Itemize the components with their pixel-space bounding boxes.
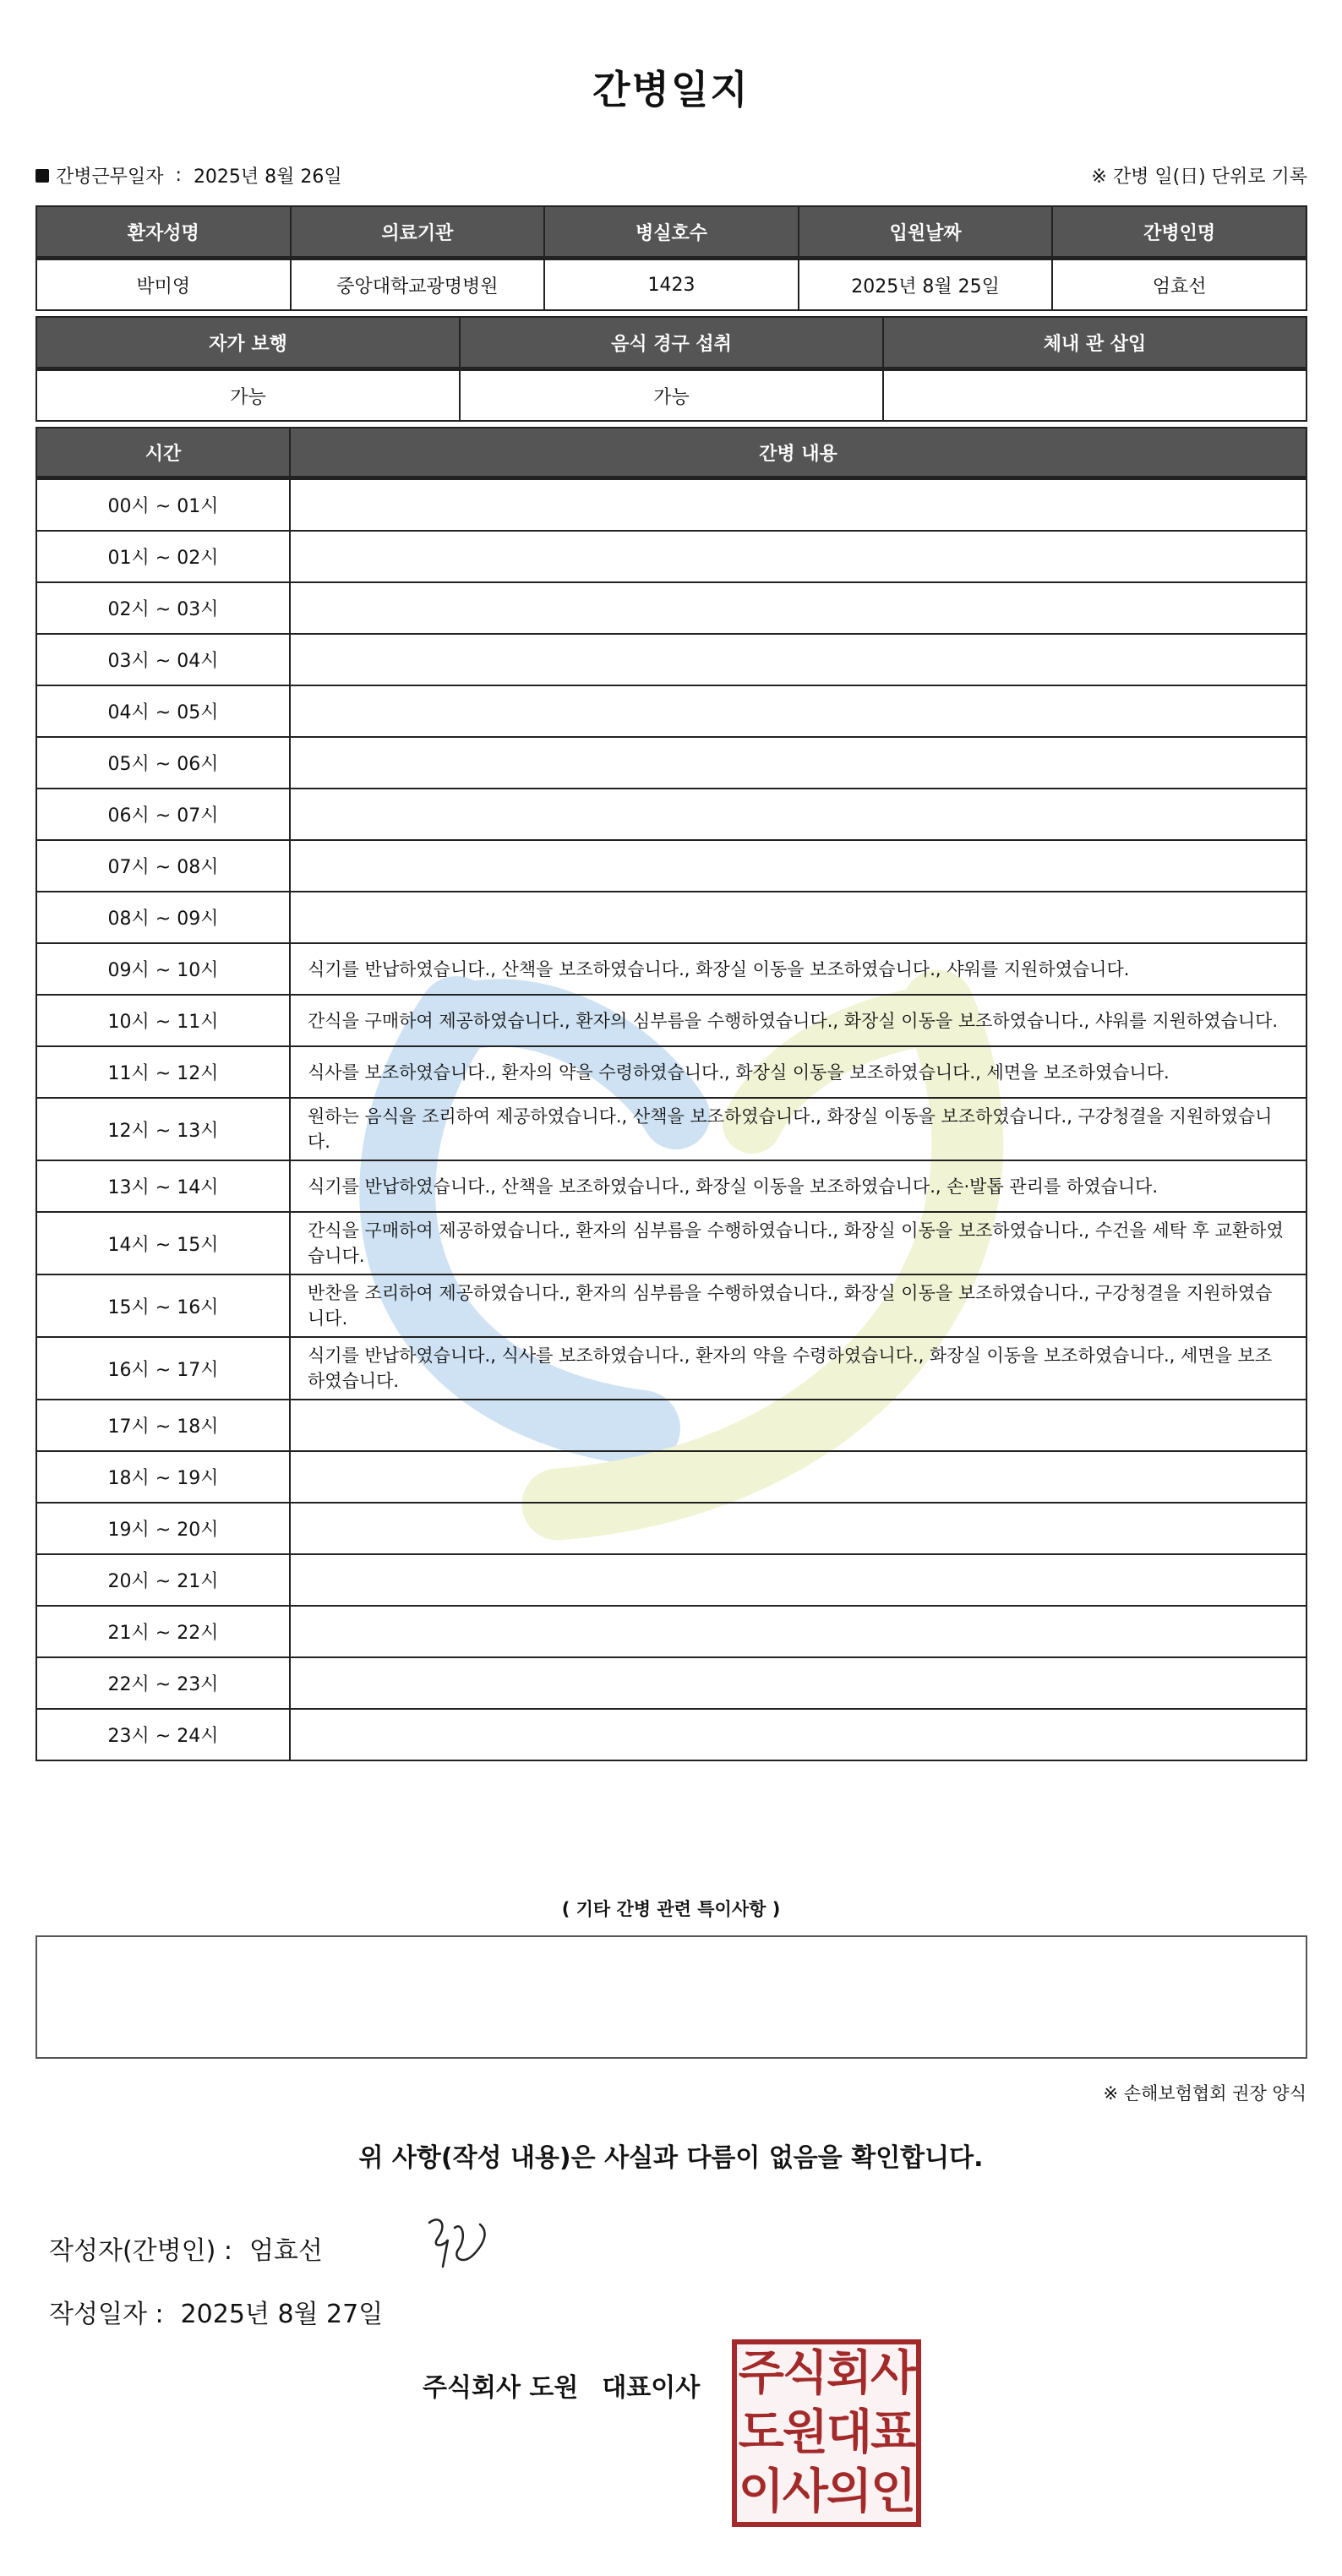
content-cell: 식사를 보조하였습니다., 환자의 약을 수령하였습니다., 화장실 이동을 보조하였습니다., 세면을 보조하였습니다. xyxy=(290,1046,1307,1098)
content-cell xyxy=(290,531,1307,582)
time-cell: 05시 ~ 06시 xyxy=(36,737,290,789)
time-cell: 00시 ~ 01시 xyxy=(36,478,290,532)
table-row xyxy=(36,1709,1307,1760)
content-cell xyxy=(290,840,1307,892)
content-cell: 식기를 반납하였습니다., 산책을 보조하였습니다., 화장실 이동을 보조하였습니다., 손·발톱 관리를 하였습니다. xyxy=(290,1160,1307,1212)
table-row xyxy=(36,892,1307,943)
header-oral-intake: 음식 경구 섭취 xyxy=(460,317,883,369)
write-date-line xyxy=(49,2293,383,2330)
work-date-separator: : xyxy=(175,165,182,186)
content-cell xyxy=(290,789,1307,840)
content-cell xyxy=(290,478,1307,532)
notes-title: ( 기타 간병 관련 특이사항 ) xyxy=(561,1899,781,1919)
time-cell: 23시 ~ 24시 xyxy=(36,1709,290,1760)
content-cell xyxy=(290,1400,1307,1451)
table-row xyxy=(36,1046,1307,1098)
bullet-square-icon xyxy=(35,169,49,183)
table-row xyxy=(36,943,1307,995)
content-cell xyxy=(290,1451,1307,1503)
time-cell: 18시 ~ 19시 xyxy=(36,1451,290,1503)
content-cell xyxy=(290,737,1307,789)
care-log-table xyxy=(35,427,1307,1761)
time-cell: 06시 ~ 07시 xyxy=(36,789,290,840)
patient-status-value-row xyxy=(36,369,1307,422)
company-role: 대표이사 xyxy=(602,2373,701,2403)
seal-line: 이사의인 xyxy=(738,2464,915,2519)
table-row xyxy=(36,737,1307,789)
time-cell: 12시 ~ 13시 xyxy=(36,1098,290,1160)
time-cell: 10시 ~ 11시 xyxy=(36,995,290,1046)
content-cell: 원하는 음식을 조리하여 제공하였습니다., 산책을 보조하였습니다., 화장실 이동을 보조하였습니다., 구강청결을 지원하였습니다. xyxy=(290,1098,1307,1160)
time-cell: 22시 ~ 23시 xyxy=(36,1657,290,1709)
header-caregiver-name: 간병인명 xyxy=(1052,206,1307,259)
header-care-content: 간병 내용 xyxy=(290,428,1307,478)
writer-line xyxy=(49,2229,323,2267)
patient-status-table xyxy=(35,316,1307,422)
time-cell: 13시 ~ 14시 xyxy=(36,1160,290,1212)
table-row xyxy=(36,1098,1307,1160)
seal-line: 주식회사 xyxy=(738,2346,915,2401)
care-log-header-row xyxy=(36,428,1307,478)
writer-name: 엄효선 xyxy=(248,2236,323,2266)
seal-line: 도원대표 xyxy=(738,2405,915,2460)
write-date-label: 작성일자 : xyxy=(49,2300,164,2329)
content-cell xyxy=(290,582,1307,634)
hospital-value: 중앙대학교광명병원 xyxy=(291,259,545,311)
time-cell: 19시 ~ 20시 xyxy=(36,1503,290,1554)
patient-status-header-row xyxy=(36,317,1307,369)
table-row xyxy=(36,1160,1307,1212)
header-self-walking: 자가 보행 xyxy=(36,317,460,369)
header-hospital: 의료기관 xyxy=(291,206,545,259)
table-row xyxy=(36,1503,1307,1554)
header-tube-insertion: 체내 관 삽입 xyxy=(883,317,1307,369)
table-row xyxy=(36,634,1307,685)
table-row xyxy=(36,995,1307,1046)
work-date-value: 2025년 8월 26일 xyxy=(193,166,342,188)
page-title: 간병일지 xyxy=(592,67,750,112)
table-row xyxy=(36,1606,1307,1657)
content-cell xyxy=(290,1503,1307,1554)
time-cell: 01시 ~ 02시 xyxy=(36,531,290,582)
table-row xyxy=(36,789,1307,840)
content-cell xyxy=(290,1554,1307,1606)
time-cell: 08시 ~ 09시 xyxy=(36,892,290,943)
content-cell: 식기를 반납하였습니다., 산책을 보조하였습니다., 화장실 이동을 보조하였습니다., 샤워를 지원하였습니다. xyxy=(290,943,1307,995)
header-room-number: 병실호수 xyxy=(544,206,799,259)
notes-box xyxy=(35,1935,1307,2059)
header-time: 시간 xyxy=(36,428,290,478)
content-cell xyxy=(290,1657,1307,1709)
admission-date-value: 2025년 8월 25일 xyxy=(799,259,1053,311)
table-row xyxy=(36,685,1307,737)
time-cell: 11시 ~ 12시 xyxy=(36,1046,290,1098)
seal-text xyxy=(737,2344,916,2522)
time-cell: 09시 ~ 10시 xyxy=(36,943,290,995)
table-row xyxy=(36,1337,1307,1400)
table-row xyxy=(36,1451,1307,1503)
work-date xyxy=(35,162,342,188)
write-date-value: 2025년 8월 27일 xyxy=(180,2300,384,2329)
time-cell: 15시 ~ 16시 xyxy=(36,1274,290,1337)
signature-icon xyxy=(414,2206,507,2282)
table-row xyxy=(36,1274,1307,1337)
table-row xyxy=(36,1657,1307,1709)
patient-info-table xyxy=(35,205,1307,311)
writer-label: 작성자(간병인) : xyxy=(49,2236,232,2266)
table-row xyxy=(36,531,1307,582)
table-row xyxy=(36,840,1307,892)
content-cell xyxy=(290,1606,1307,1657)
company-line xyxy=(423,2366,700,2404)
header-admission-date: 입원날짜 xyxy=(799,206,1053,259)
time-cell: 20시 ~ 21시 xyxy=(36,1554,290,1606)
content-cell xyxy=(290,892,1307,943)
table-row xyxy=(36,478,1307,532)
patient-info-value-row xyxy=(36,259,1307,311)
time-cell: 04시 ~ 05시 xyxy=(36,685,290,737)
recommend-note: ※ 손해보험협회 권장 양식 xyxy=(1103,2083,1307,2104)
table-row xyxy=(36,582,1307,634)
content-cell xyxy=(290,1709,1307,1760)
header-patient-name: 환자성명 xyxy=(36,206,291,259)
time-cell: 14시 ~ 15시 xyxy=(36,1212,290,1274)
patient-info-header-row xyxy=(36,206,1307,259)
confirm-statement: 위 사항(작성 내용)은 사실과 다름이 없음을 확인합니다. xyxy=(358,2143,984,2173)
company-name: 주식회사 도원 xyxy=(423,2373,579,2403)
work-date-label: 간병근무일자 xyxy=(56,166,164,188)
table-row xyxy=(36,1212,1307,1274)
company-seal-icon xyxy=(732,2339,921,2527)
content-cell xyxy=(290,634,1307,685)
table-row xyxy=(36,1554,1307,1606)
record-note: ※ 간병 일(日) 단위로 기록 xyxy=(1091,166,1307,188)
content-cell: 반찬을 조리하여 제공하였습니다., 환자의 심부름을 수행하였습니다., 화장실 이동을 보조하였습니다., 구강청결을 지원하였습니다. xyxy=(290,1274,1307,1337)
time-cell: 16시 ~ 17시 xyxy=(36,1337,290,1400)
caregiver-name-value: 엄효선 xyxy=(1052,259,1307,311)
room-number-value: 1423 xyxy=(544,259,799,311)
oral-intake-value: 가능 xyxy=(460,369,883,422)
time-cell: 21시 ~ 22시 xyxy=(36,1606,290,1657)
time-cell: 03시 ~ 04시 xyxy=(36,634,290,685)
content-cell xyxy=(290,685,1307,737)
content-cell: 식기를 반납하였습니다., 식사를 보조하였습니다., 환자의 약을 수령하였습니다., 화장실 이동을 보조하였습니다., 세면을 보조하였습니다. xyxy=(290,1337,1307,1400)
meta-row xyxy=(35,162,1307,193)
time-cell: 17시 ~ 18시 xyxy=(36,1400,290,1451)
time-cell: 02시 ~ 03시 xyxy=(36,582,290,634)
patient-name-value: 박미영 xyxy=(36,259,291,311)
table-row xyxy=(36,1400,1307,1451)
content-cell: 간식을 구매하여 제공하였습니다., 환자의 심부름을 수행하였습니다., 화장실 이동을 보조하였습니다., 수건을 세탁 후 교환하였습니다. xyxy=(290,1212,1307,1274)
self-walking-value: 가능 xyxy=(36,369,460,422)
tube-insertion-value xyxy=(883,369,1307,422)
content-cell: 간식을 구매하여 제공하였습니다., 환자의 심부름을 수행하였습니다., 화장실 이동을 보조하였습니다., 샤워를 지원하였습니다. xyxy=(290,995,1307,1046)
time-cell: 07시 ~ 08시 xyxy=(36,840,290,892)
